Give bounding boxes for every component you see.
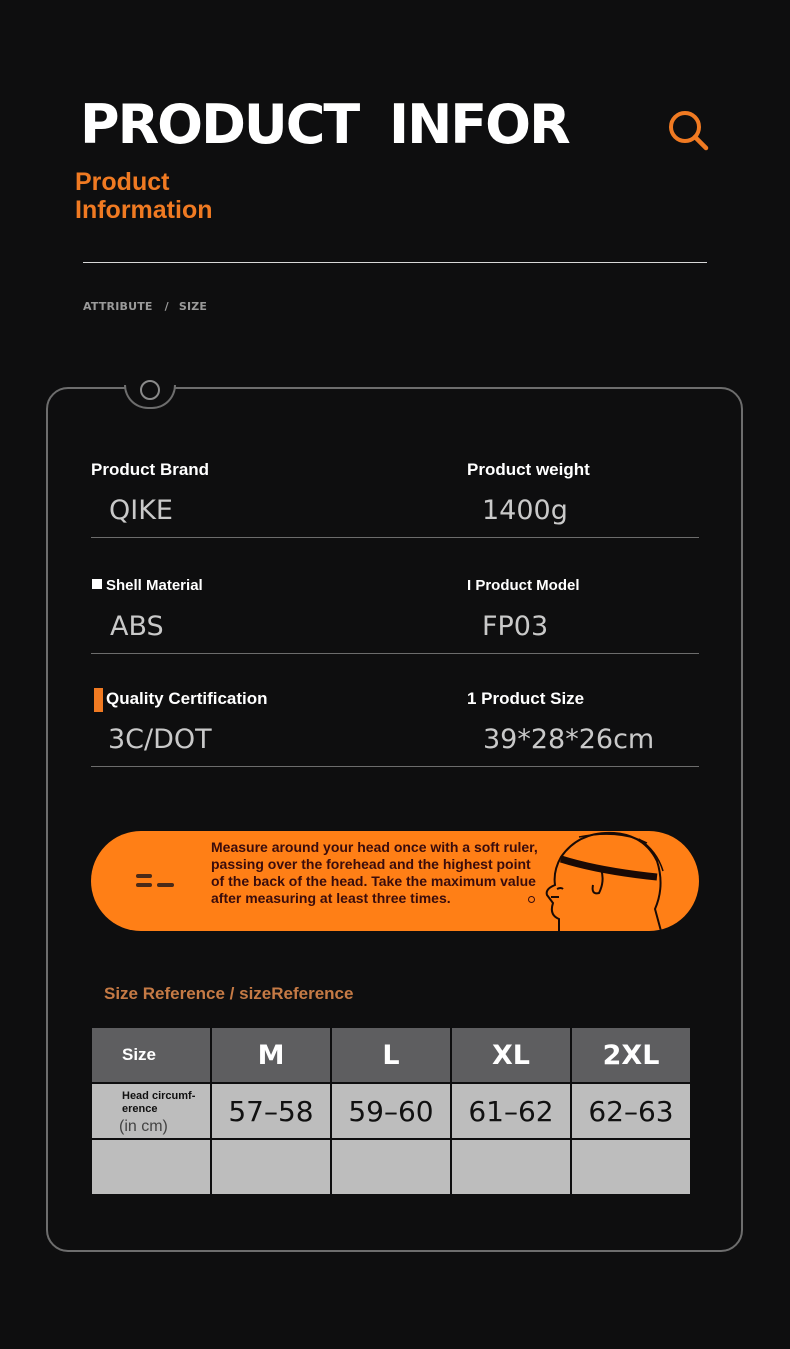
- head-circumference-label: Head circumf-erence: [122, 1090, 196, 1115]
- table-cell: [331, 1139, 451, 1195]
- dash-icon: [157, 883, 174, 887]
- size-label: 1 Product Size: [467, 689, 585, 708]
- table-header-size: Size: [91, 1027, 211, 1083]
- table-cell: 57–58: [211, 1083, 331, 1139]
- square-bullet-icon: [92, 579, 102, 589]
- certification-value: 3C/DOT: [108, 724, 212, 755]
- breadcrumb-separator: /: [164, 300, 169, 313]
- material-label: Shell Material: [106, 577, 203, 594]
- search-icon[interactable]: [666, 108, 710, 152]
- brand-label: Product Brand: [91, 460, 210, 479]
- table-header-cell: L: [331, 1027, 451, 1083]
- dash-icon: [136, 874, 152, 878]
- row-divider: [91, 766, 699, 767]
- breadcrumb-size[interactable]: SIZE: [178, 300, 208, 313]
- table-row: [91, 1139, 691, 1195]
- table-header-cell: M: [211, 1027, 331, 1083]
- header-divider: [83, 262, 707, 263]
- page-subtitle: Product Information: [75, 168, 213, 224]
- table-cell: [91, 1139, 211, 1195]
- model-value: FP03: [482, 611, 549, 642]
- table-cell: 62–63: [571, 1083, 691, 1139]
- table-cell: 59–60: [331, 1083, 451, 1139]
- size-reference-title: Size Reference / sizeReference: [104, 984, 354, 1003]
- row-divider: [91, 537, 699, 538]
- page-title: PRODUCT INFOR: [80, 93, 569, 156]
- unit-label: (in cm): [119, 1118, 168, 1135]
- model-label: I Product Model: [467, 577, 580, 594]
- accent-bar-icon: [94, 688, 103, 712]
- dot-icon: [528, 896, 535, 903]
- table-header-cell: 2XL: [571, 1027, 691, 1083]
- measure-note: Measure around your head once with a soft ruler, passing over the forehead and the highest point of the back of the head. Take the maximum value after measuring at least three times.: [211, 839, 538, 906]
- breadcrumb-attribute[interactable]: ATTRIBUTE: [83, 300, 153, 313]
- brand-value: QIKE: [109, 495, 173, 526]
- weight-value: 1400g: [482, 495, 568, 526]
- table-row-label-cell: [91, 1083, 211, 1139]
- table-cell: 61–62: [451, 1083, 571, 1139]
- head-measure-icon: [539, 831, 699, 931]
- material-label-wrap: [92, 577, 203, 594]
- weight-label: Product weight: [467, 460, 590, 479]
- certification-label: Quality Certification: [106, 689, 268, 708]
- breadcrumb: [83, 300, 207, 313]
- table-row: [91, 1083, 691, 1139]
- row-divider: [91, 653, 699, 654]
- table-header-cell: XL: [451, 1027, 571, 1083]
- dash-icon: [136, 883, 152, 887]
- card-tab-hole: [140, 380, 160, 400]
- table-cell: [211, 1139, 331, 1195]
- table-cell: [571, 1139, 691, 1195]
- measure-instructions-banner: [91, 831, 699, 931]
- size-table: [90, 1026, 692, 1196]
- material-value: ABS: [110, 611, 164, 642]
- size-value: 39*28*26cm: [483, 724, 655, 755]
- table-cell: [451, 1139, 571, 1195]
- table-header-row: [91, 1027, 691, 1083]
